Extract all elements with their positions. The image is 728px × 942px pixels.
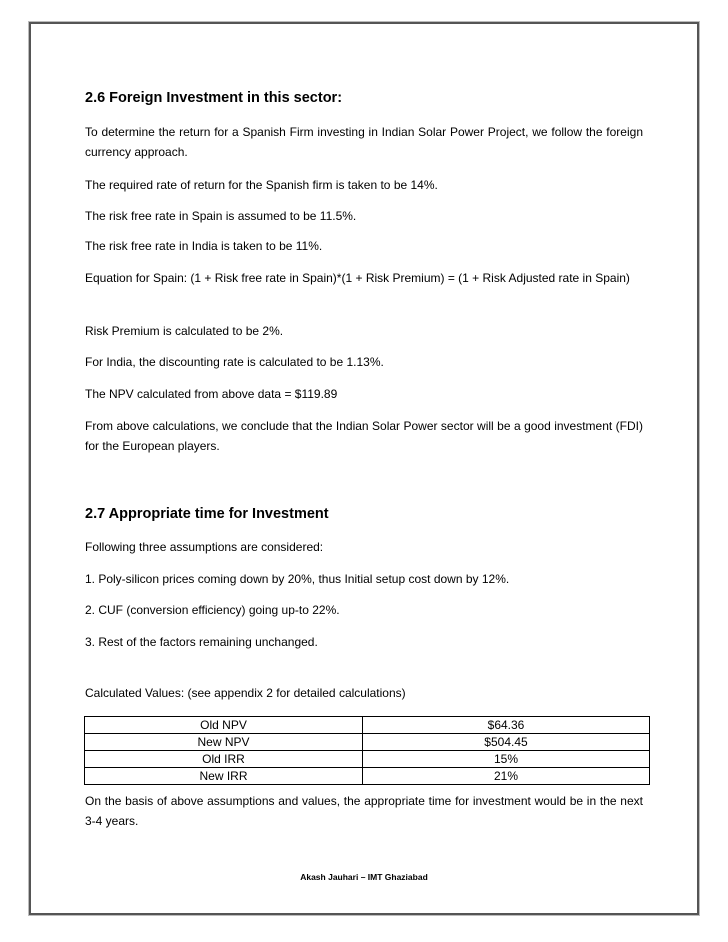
paragraph: The risk free rate in India is taken to be 11%. — [85, 239, 323, 253]
table-cell-label: New NPV — [85, 734, 363, 751]
paragraph: For India, the discounting rate is calculated to be 1.13%. — [85, 355, 384, 369]
table-row — [85, 768, 650, 785]
table-cell-value: $64.36 — [363, 717, 650, 734]
paragraph: To determine the return for a Spanish Firm investing in Indian Solar Power Project, we follow the foreign currency approach. — [85, 125, 643, 159]
assumption-item: 2. CUF (conversion efficiency) going up-to 22%. — [85, 603, 340, 617]
table-cell-label: New IRR — [85, 768, 363, 785]
paragraph: The NPV calculated from above data = $119.89 — [85, 387, 338, 401]
table-row — [85, 734, 650, 751]
assumption-item: 3. Rest of the factors remaining unchanged. — [85, 635, 318, 649]
table-cell-label: Old IRR — [85, 751, 363, 768]
table-cell-label: Old NPV — [85, 717, 363, 734]
paragraph: Equation for Spain: (1 + Risk free rate in Spain)*(1 + Risk Premium) = (1 + Risk Adjusted rate in Spain) — [85, 271, 630, 285]
calculated-values-table — [84, 716, 650, 785]
paragraph: Risk Premium is calculated to be 2%. — [85, 324, 284, 338]
table-row — [85, 751, 650, 768]
section-heading-2-7: 2.7 Appropriate time for Investment — [85, 506, 329, 522]
conclusion-paragraph: On the basis of above assumptions and values, the appropriate time for investment would be in the next 3-4 years. — [85, 794, 643, 828]
paragraph: The required rate of return for the Spanish firm is taken to be 14%. — [85, 178, 438, 192]
table-cell-value: 21% — [363, 768, 650, 785]
page-footer: Akash Jauhari – IMT Ghaziabad — [300, 872, 428, 882]
paragraph: Following three assumptions are considered: — [85, 540, 324, 554]
calculated-values-caption: Calculated Values: (see appendix 2 for detailed calculations) — [85, 686, 406, 700]
paragraph: The risk free rate in Spain is assumed to be 11.5%. — [85, 209, 357, 223]
table-cell-value: $504.45 — [363, 734, 650, 751]
assumption-item: 1. Poly-silicon prices coming down by 20%, thus Initial setup cost down by 12%. — [85, 572, 510, 586]
section-heading-2-6: 2.6 Foreign Investment in this sector: — [85, 90, 343, 106]
paragraph: From above calculations, we conclude that the Indian Solar Power sector will be a good investment (FDI) for the European players. — [85, 419, 643, 453]
table-row — [85, 717, 650, 734]
table-cell-value: 15% — [363, 751, 650, 768]
